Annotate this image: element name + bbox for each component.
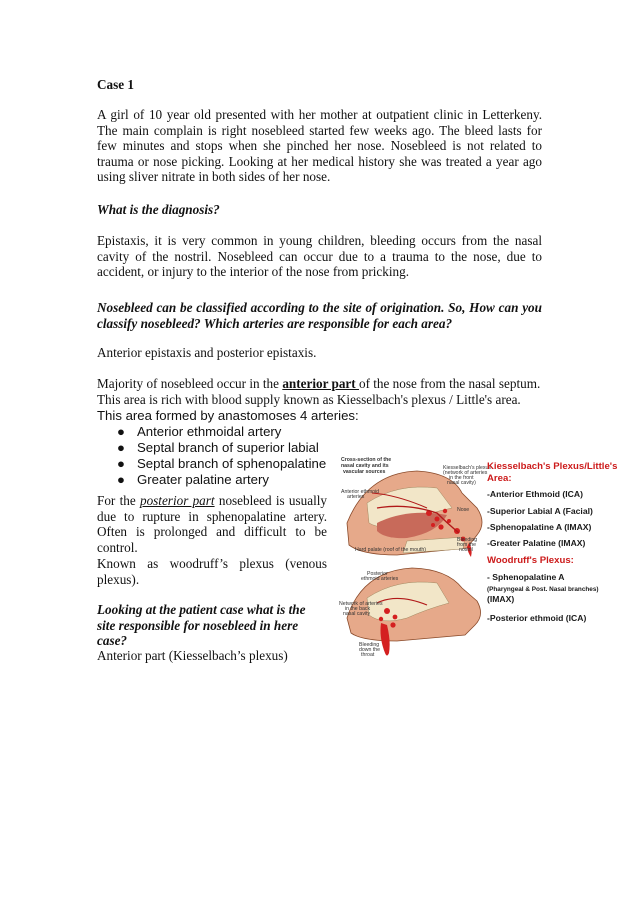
bullet-icon: ●	[117, 424, 125, 439]
kiesselbach-label-line4: nasal cavity)	[447, 480, 476, 486]
bleeding-down-label-line3: throat	[361, 652, 375, 658]
legend-item: -Greater Palatine (IMAX)	[487, 538, 586, 548]
posterior-part-emphasis: posterior part	[139, 493, 215, 508]
bleeding-down-label-line1: Bleeding	[359, 642, 380, 648]
bleeding-front-label-line2: from the	[457, 542, 477, 548]
rich-area-sentence: This area is rich with blood supply known as Kiesselbach's plexus / Little's area.	[97, 392, 521, 407]
anterior-ethmoid-label-line1: Anterior ethmoid	[341, 489, 380, 495]
posterior-ethmoid-label-line1: Posterior	[367, 571, 388, 577]
artery-name: Greater palatine artery	[137, 472, 269, 487]
network-back-label-line3: nasal cavity	[343, 611, 371, 617]
figure-caption-line3: vascular sources	[343, 469, 386, 475]
figure-caption-line1: Cross-section of the	[341, 457, 392, 463]
woodruff-paragraph: Known as woodruff’s plexus (venous plexus).	[97, 556, 327, 587]
majority-sentence	[97, 376, 542, 392]
arteries-list	[97, 424, 337, 488]
list-item	[97, 456, 337, 472]
legend-item: -Superior Labial A (Facial)	[487, 506, 593, 516]
artery-name: Septal branch of sphenopalatine	[137, 456, 327, 471]
question-diagnosis: What is the diagnosis?	[97, 202, 220, 217]
anterior-ethmoid-label-line2: arteries	[347, 494, 365, 500]
legend-item: - Sphenopalatine A	[487, 572, 565, 582]
case-title: Case 1	[97, 77, 134, 92]
nasal-anatomy-figure	[337, 453, 617, 663]
legend-subitem: (Pharyngeal & Post. Nasal branches)	[487, 586, 599, 593]
list-item	[97, 472, 337, 488]
bleeding-front-label-line1: Bleeding	[457, 537, 478, 543]
answer-patient-site: Anterior part (Kiesselbach’s plexus)	[97, 648, 288, 663]
hard-palate-label: Hard palate (roof of the mouth)	[355, 547, 426, 553]
majority-text-post: of the nose from the nasal septum.	[358, 376, 541, 391]
anterior-part-emphasis: anterior part	[282, 376, 359, 391]
bullet-icon: ●	[117, 472, 125, 487]
list-item	[97, 424, 337, 440]
kiesselbach-legend-title-line1: Kiesselbach's Plexus/Little's	[487, 461, 617, 472]
question-patient-site: Looking at the patient case what is the site responsible for nosebleed in here case?	[97, 602, 306, 649]
list-item	[97, 440, 337, 456]
kiesselbach-label-line1: Kiesselbach's plexus	[443, 465, 491, 471]
case-intro-paragraph: A girl of 10 year old presented with her mother at outpatient clinic in Letterkeny. The main complain is right nosebleed started few weeks ago. The bleed lasts for few minutes and stops when she pinched her nose. Nosebleed is not related to trauma or nose picking. Looking at her medical history she was treated a year ago using sliver nitrate in both sides of her nose.	[97, 107, 542, 185]
posterior-text-post: nosebleed is usually due to rupture in sphenopalatine artery. Often is prolonged and difficult to be control.	[97, 493, 327, 555]
bullet-icon: ●	[117, 456, 125, 471]
posterior-ethmoid-label-line2: ethmoid arteries	[361, 576, 399, 582]
bullet-icon: ●	[117, 440, 125, 455]
posterior-paragraph	[97, 493, 327, 555]
posterior-text-pre: For the	[97, 493, 140, 508]
network-back-label-line2: in the back	[345, 606, 371, 612]
bleeding-down-label-line2: down the	[359, 647, 381, 653]
kiesselbach-label-line3: in the front	[449, 475, 474, 481]
plexus-legend	[487, 461, 617, 623]
legend-subitem: (IMAX)	[487, 594, 515, 604]
figure-caption-line2: nasal cavity and its	[341, 463, 389, 469]
kiesselbach-label-line2: (network of arteries	[443, 470, 488, 476]
question-classification: Nosebleed can be classified according to the site of origination. So, How can you classify nosebleed? Which arteries are responsible for each area?	[97, 300, 542, 331]
artery-name: Septal branch of superior labial	[137, 440, 319, 455]
nose-label: Nose	[457, 507, 470, 513]
legend-item: -Posterior ethmoid (ICA)	[487, 613, 587, 623]
network-back-label-line1: Network of arteries	[339, 601, 383, 607]
kiesselbach-legend-title-line2: Area:	[487, 473, 512, 484]
legend-item: -Anterior Ethmoid (ICA)	[487, 489, 583, 499]
majority-text-pre: Majority of nosebleed occur in the	[97, 376, 283, 391]
answer-classification: Anterior epistaxis and posterior epistaxis.	[97, 345, 317, 360]
formed-by-line: This area formed by anastomoses 4 arteries:	[97, 408, 359, 423]
artery-name: Anterior ethmoidal artery	[137, 424, 282, 439]
answer-diagnosis: Epistaxis, it is very common in young children, bleeding occurs from the nasal cavity of the nostril. Nosebleed can occur due to a trauma to the nose, due to accident, or injury to the interior of the nose from pricking.	[97, 233, 542, 280]
bleeding-front-label-line3: nostril	[459, 547, 473, 553]
woodruff-legend-title: Woodruff's Plexus:	[487, 555, 574, 566]
legend-item: -Sphenopalatine A (IMAX)	[487, 522, 592, 532]
nasal-cavity-illustration	[337, 453, 617, 663]
